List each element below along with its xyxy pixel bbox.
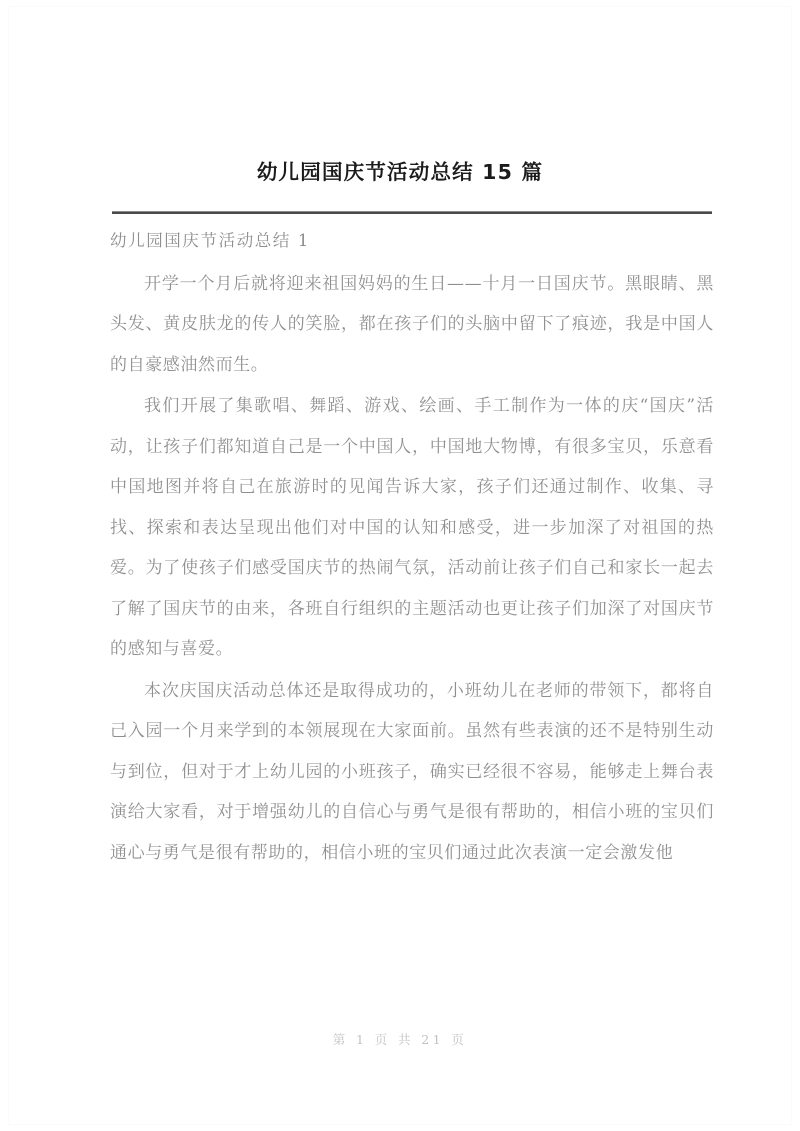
page-title: 幼儿园国庆节活动总结 15 篇 [256, 160, 544, 184]
title-divider-rule [112, 211, 712, 214]
footer-page-prefix: 第 [332, 1032, 349, 1047]
footer-current-page: 1 [355, 1032, 368, 1047]
footer-page-unit: 页 [374, 1032, 391, 1047]
document-body [110, 228, 714, 873]
body-paragraph: 我们开展了集歌唱、舞蹈、游戏、绘画、手工制作为一体的庆“国庆”活动，让孩子们都知道自己是一个中国人，中国地大物博，有很多宝贝，乐意看中国地图并将自己在旅游时的见闻告诉大家，孩子们还通过制作、收集、寻找、探索和表达呈现出他们对中国的认知和感受，进一步加深了对祖国的热爱。为了使孩子们感受国庆节的热闹气氛，活动前让孩子们自己和家长一起去了解了国庆节的由来，各班自行组织的主题活动也更让孩子们加深了对国庆节的感知与喜爱。 [110, 396, 714, 660]
section-subtitle: 幼儿园国庆节活动总结 1 [110, 231, 310, 250]
footer-total-prefix: 共 [398, 1032, 414, 1047]
page-footer [0, 1030, 800, 1048]
footer-total-unit: 页 [451, 1032, 468, 1047]
body-paragraph: 开学一个月后就将迎来祖国妈妈的生日——十月一日国庆节。黑眼睛、黑头发、黄皮肤龙的传人的笑脸，都在孩子们的头脑中留下了痕迹，我是中国人的自豪感油然而生。 [110, 273, 714, 375]
body-paragraph: 本次庆国庆活动总体还是取得成功的，小班幼儿在老师的带领下，都将自己入园一个月来学到的本领展现在大家面前。虽然有些表演的还不是特别生动与到位，但对于才上幼儿园的小班孩子，确实已经很不容易，能够走上舞台表演给大家看，对于增强幼儿的自信心与勇气是很有帮助的，相信小班的宝贝们通心与勇气是很有帮助的，相信小班的宝贝们通过此次表演一定会激发他 [110, 680, 714, 863]
footer-total-pages: 21 [421, 1032, 444, 1047]
